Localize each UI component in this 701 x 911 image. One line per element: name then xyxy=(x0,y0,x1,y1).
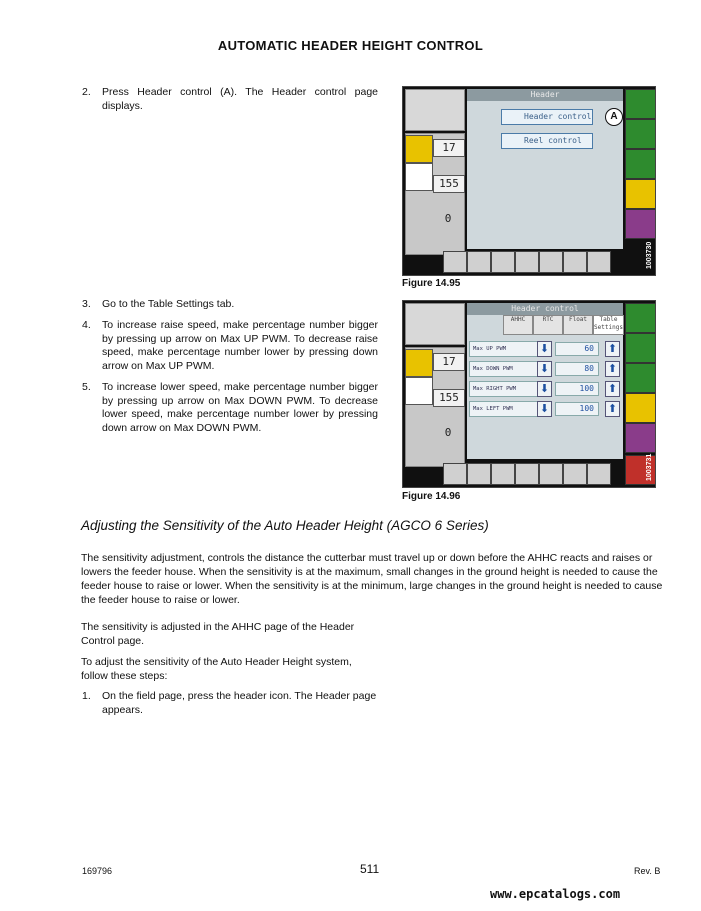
doc-number: 169796 xyxy=(82,866,113,876)
section-heading: Adjusting the Sensitivity of the Auto Header Height (AGCO 6 Series) xyxy=(81,518,489,533)
max-right-pwm-label: Max RIGHT PWM xyxy=(469,381,540,397)
max-up-pwm-up-button[interactable]: ⬆ xyxy=(605,341,620,357)
tab-table-settings[interactable]: Table Settings xyxy=(593,315,624,335)
goggles-icon[interactable] xyxy=(563,251,587,273)
figure-id: 1003731 xyxy=(646,453,653,481)
header-icon xyxy=(405,377,433,405)
toolbar-button[interactable] xyxy=(587,251,611,273)
toolbar-button[interactable] xyxy=(491,463,515,485)
figure-header-screen xyxy=(402,86,656,276)
status-column xyxy=(405,89,463,273)
figure-caption: Figure 14.95 xyxy=(402,278,461,289)
status-value: 0 xyxy=(444,212,452,225)
max-down-pwm-value: 80 xyxy=(555,362,599,376)
toolbar-button[interactable] xyxy=(539,463,563,485)
reel-control-button[interactable]: Reel control xyxy=(501,133,593,149)
header-page xyxy=(467,89,623,249)
tab-ahhc[interactable]: AHHC xyxy=(503,315,533,335)
step-number: 1. xyxy=(82,690,91,702)
max-left-pwm-label: Max LEFT PWM xyxy=(469,401,540,417)
max-down-pwm-label: Max DOWN PWM xyxy=(469,361,540,377)
step-text: To increase lower speed, make percentage number bigger by pressing up arrow on Max DOWN PWM. To decrease lower speed, make percentage number lower by pressing down arrow on Max DOWN PWM. xyxy=(102,381,378,434)
max-up-pwm-down-button[interactable]: ⬇ xyxy=(537,341,552,357)
combine-icon[interactable] xyxy=(625,149,656,179)
figure-header-control-screen xyxy=(402,300,656,488)
step-2 xyxy=(82,86,378,116)
header-angle-icon[interactable] xyxy=(625,119,656,149)
step-text: To increase raise speed, make percentage number bigger by pressing up arrow on Max UP PWM. To decrease raise speed, make percentage number lower by pressing down arrow on Max UP PWM. xyxy=(102,319,378,372)
toolbar-button[interactable] xyxy=(443,251,467,273)
step-3 xyxy=(82,298,378,314)
screen-title: Header xyxy=(467,89,623,101)
step-number: 4. xyxy=(82,319,91,331)
goggles-icon[interactable] xyxy=(563,463,587,485)
step-text: Press Header control (A). The Header control page displays. xyxy=(102,86,378,112)
max-down-pwm-up-button[interactable]: ⬆ xyxy=(605,361,620,377)
max-up-pwm-value: 60 xyxy=(555,342,599,356)
star-icon[interactable] xyxy=(515,251,539,273)
toolbar-button[interactable] xyxy=(491,251,515,273)
toolbar-button[interactable] xyxy=(587,463,611,485)
combine-icon xyxy=(405,349,433,377)
combine-icon[interactable] xyxy=(625,363,656,393)
header-icon xyxy=(405,163,433,191)
page-number: 511 xyxy=(360,862,380,876)
settings-icon[interactable] xyxy=(625,423,656,453)
settings-icon[interactable] xyxy=(625,209,656,239)
step-text: On the field page, press the header icon. The Header page appears. xyxy=(102,690,377,716)
max-down-pwm-down-button[interactable]: ⬇ xyxy=(537,361,552,377)
max-right-pwm-up-button[interactable]: ⬆ xyxy=(605,381,620,397)
status-column xyxy=(405,303,463,485)
toolbar-button[interactable] xyxy=(467,251,491,273)
status-value: 155 xyxy=(433,175,465,193)
status-value: 17 xyxy=(433,353,465,371)
status-value: 0 xyxy=(444,426,452,439)
step-5 xyxy=(82,381,378,437)
figure-id: 1003730 xyxy=(646,241,653,269)
step-number: 2. xyxy=(82,86,91,98)
header-control-button[interactable]: Header control xyxy=(501,109,593,125)
gauge-icon[interactable] xyxy=(625,393,656,423)
revision: Rev. B xyxy=(634,866,661,876)
combine-icon xyxy=(405,135,433,163)
tools-icon[interactable] xyxy=(625,303,656,333)
step-number: 5. xyxy=(82,381,91,393)
sensitivity-paragraph: To adjust the sensitivity of the Auto Header Height system, follow these steps: xyxy=(81,656,352,682)
max-left-pwm-down-button[interactable]: ⬇ xyxy=(537,401,552,417)
status-value: 155 xyxy=(433,389,465,407)
tab-rtc[interactable]: RTC xyxy=(533,315,563,335)
tab-float[interactable]: Float xyxy=(563,315,593,335)
max-left-pwm-value: 100 xyxy=(555,402,599,416)
step-4 xyxy=(82,319,378,375)
max-right-pwm-down-button[interactable]: ⬇ xyxy=(537,381,552,397)
max-left-pwm-up-button[interactable]: ⬆ xyxy=(605,401,620,417)
step-number: 3. xyxy=(82,298,91,310)
website-link[interactable]: www.epcatalogs.com xyxy=(490,887,621,901)
figure-caption: Figure 14.96 xyxy=(402,491,461,502)
max-right-pwm-value: 100 xyxy=(555,382,599,396)
toolbar-button[interactable] xyxy=(443,463,467,485)
page-title: AUTOMATIC HEADER HEIGHT CONTROL xyxy=(217,38,484,53)
screen-title: Header control xyxy=(467,303,623,315)
callout-a: A xyxy=(605,108,623,126)
status-value: 17 xyxy=(433,139,465,157)
toolbar-button[interactable] xyxy=(539,251,563,273)
gauge-icon[interactable] xyxy=(625,179,656,209)
step-text: Go to the Table Settings tab. xyxy=(102,298,235,310)
star-icon[interactable] xyxy=(515,463,539,485)
tools-icon[interactable] xyxy=(625,89,656,119)
step-1 xyxy=(82,690,378,720)
toolbar-button[interactable] xyxy=(467,463,491,485)
header-angle-icon[interactable] xyxy=(625,333,656,363)
status-panel xyxy=(405,303,465,345)
max-up-pwm-label: Max UP PWM xyxy=(469,341,540,357)
header-control-page xyxy=(467,303,623,459)
sensitivity-paragraph: The sensitivity adjustment, controls the distance the cutterbar must travel up or down before the AHHC reacts and raises or lowers the feeder house. When the sensitivity is at the maximum, small changes in the ground height is needed to cause the feeder house to raise or lower. When the sensitivity is at the minimum, large changes in the ground height is needed to cause the feeder house to raise or lower. xyxy=(81,552,663,606)
sensitivity-paragraph: The sensitivity is adjusted in the AHHC page of the Header Control page. xyxy=(81,621,355,647)
status-panel xyxy=(405,89,465,131)
